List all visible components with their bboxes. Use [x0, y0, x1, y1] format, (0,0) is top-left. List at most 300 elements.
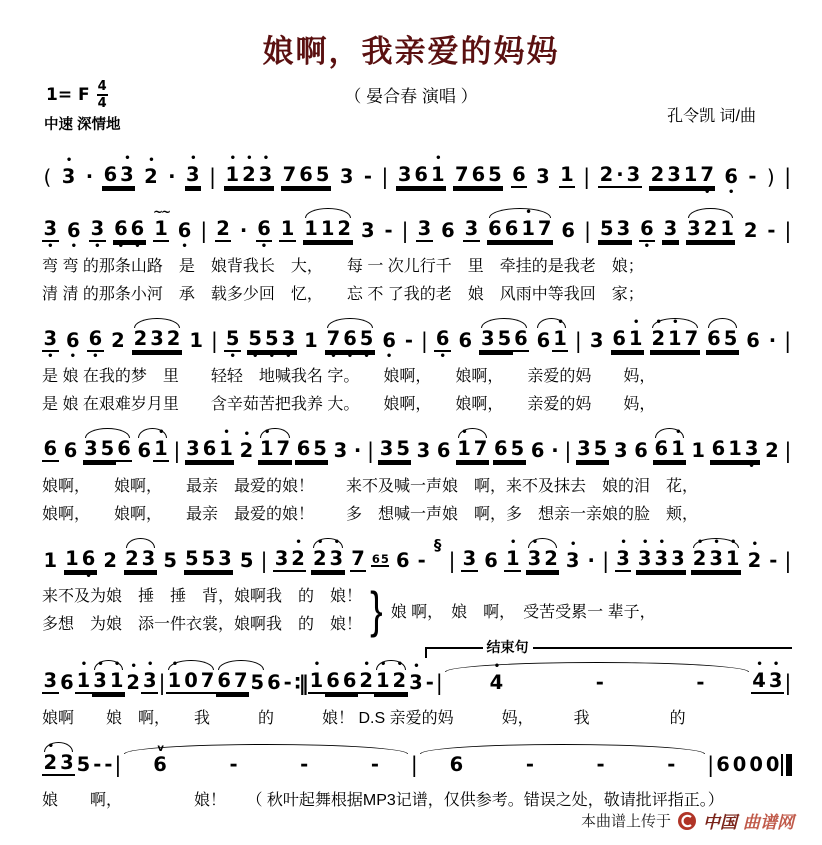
ending-bracket-line	[533, 647, 793, 658]
note-token	[453, 153, 470, 198]
barline: |	[602, 549, 610, 573]
slur-note-group	[526, 537, 559, 582]
note-char: 2	[312, 547, 327, 570]
note-char: 6	[382, 329, 396, 352]
note-group	[188, 319, 205, 362]
note-token	[784, 661, 792, 704]
note-token	[748, 743, 765, 786]
segno-mark	[432, 536, 443, 582]
lyrics-shared-line: 娘 啊， 娘 啊， 受苦受累一 辈子，	[390, 603, 656, 621]
note-token	[75, 743, 92, 786]
octave-dot-above: •	[633, 317, 639, 328]
note-char: 3	[84, 437, 98, 460]
note-token	[410, 743, 418, 786]
octave-dot-below: •	[47, 241, 54, 252]
note-char: 5	[380, 552, 389, 566]
note-char: 1	[728, 437, 742, 460]
note-group	[633, 429, 650, 472]
brand-name-rest: 曲谱网	[743, 813, 794, 832]
note-token	[263, 317, 280, 362]
note-char: -	[404, 329, 413, 352]
barline: |	[210, 329, 218, 353]
note-char: -	[363, 165, 372, 188]
note-group	[504, 537, 521, 582]
lyrics-brace-block	[42, 582, 792, 638]
note-token	[595, 743, 606, 786]
note-group	[113, 207, 146, 252]
note-char: 6	[414, 163, 428, 186]
note-char: 2	[133, 327, 148, 350]
note-char: 6	[326, 669, 340, 692]
note-char: 1	[505, 547, 520, 570]
note-group	[764, 429, 781, 472]
note-char: 3	[379, 437, 394, 460]
note-group	[295, 427, 328, 472]
lyrics-line: 来不及为娘 捶 捶 背，娘啊我 的 娘！	[42, 588, 363, 605]
note-token	[108, 659, 125, 704]
note-group	[371, 542, 389, 577]
lyrics-line: 娘啊， 娘啊， 最亲 最爱的娘！ 来不及喊一声娘 啊，来不及抹去 娘的泪 花，	[42, 478, 699, 495]
note-token	[381, 155, 389, 198]
note-char: 3	[417, 217, 432, 240]
note-token	[341, 659, 358, 704]
note-char: 5	[163, 549, 177, 572]
note-token	[184, 537, 201, 582]
note-group	[748, 743, 765, 786]
note-token	[298, 153, 315, 198]
note-char: 5	[313, 437, 327, 460]
note-token	[275, 427, 292, 472]
note-token	[513, 317, 530, 362]
note-token	[650, 317, 667, 362]
note-char: 3	[565, 549, 580, 572]
note-token	[493, 427, 510, 472]
slur-note-group	[686, 207, 736, 252]
note-token	[200, 209, 208, 252]
note-token	[199, 659, 216, 704]
note-group	[493, 427, 526, 472]
note-char: 6	[746, 329, 760, 352]
octave-dot-below: •	[727, 187, 735, 198]
lyrics-pair	[42, 582, 362, 638]
note-token	[62, 429, 79, 472]
octave-dot-above: •	[435, 153, 441, 164]
note-token	[66, 209, 83, 252]
note-char: 1	[309, 669, 324, 692]
note-token	[576, 427, 593, 472]
octave-dot-above: •	[363, 659, 369, 670]
note-token	[366, 429, 374, 472]
note-token	[325, 659, 342, 704]
octave-dot-above: •	[171, 659, 178, 670]
note-char: 6	[43, 437, 58, 460]
note-token	[781, 743, 792, 786]
octave-dot-above: •	[313, 659, 320, 670]
note-token	[391, 659, 408, 704]
note-token	[503, 207, 520, 252]
note-token	[457, 319, 474, 362]
note-char: 6	[177, 219, 192, 242]
note-token	[670, 427, 687, 472]
note-char: 2	[743, 219, 758, 242]
music-system-7	[42, 741, 792, 814]
barline: |	[784, 671, 792, 695]
note-char: 3	[667, 163, 681, 186]
note-token	[470, 153, 487, 198]
note-group	[352, 429, 362, 472]
octave-dot-above: •	[756, 659, 762, 670]
note-token	[42, 659, 59, 704]
barline-group	[260, 539, 268, 582]
note-char: 6	[267, 671, 281, 694]
octave-dot-above: •	[80, 659, 87, 670]
note-token	[456, 427, 473, 472]
note-token	[594, 661, 605, 704]
note-token	[746, 539, 763, 582]
note-char: 2	[703, 217, 718, 240]
barline-group	[784, 661, 792, 704]
note-group	[560, 209, 577, 252]
note-token	[350, 537, 367, 582]
octave-dot-above: •	[147, 659, 153, 670]
note-group	[564, 539, 581, 582]
note-token	[583, 209, 591, 252]
note-char: 3	[589, 329, 604, 352]
note-token	[232, 659, 249, 704]
barline-group	[784, 429, 792, 472]
octave-dot-above: •	[493, 661, 500, 672]
note-token	[215, 207, 232, 252]
watermark	[581, 808, 794, 833]
note-group	[639, 207, 656, 252]
octave-dot-above: •	[97, 659, 103, 670]
note-group	[359, 209, 376, 252]
note-group	[745, 319, 762, 362]
note-char: 6	[257, 217, 271, 240]
note-group	[65, 319, 82, 362]
barline-group	[209, 155, 217, 198]
note-char: 6	[536, 329, 551, 352]
note-token	[273, 537, 290, 582]
note-token	[536, 207, 553, 252]
note-char: 2	[359, 669, 373, 692]
note-token	[42, 317, 59, 362]
note-group	[550, 429, 560, 472]
note-token	[328, 537, 345, 582]
note-token	[311, 537, 328, 582]
note-group	[453, 153, 503, 198]
note-group	[247, 317, 297, 362]
note-char: 1	[560, 163, 574, 186]
octave-dot-above: •	[510, 537, 516, 548]
note-token	[768, 539, 779, 582]
note-group	[461, 537, 478, 582]
note-token	[483, 539, 500, 582]
barline-group	[410, 743, 418, 786]
note-token	[87, 317, 104, 362]
note-group	[42, 427, 59, 472]
note-char: 3	[258, 163, 273, 186]
note-char: 6	[395, 549, 410, 572]
note-group	[710, 427, 760, 472]
note-char: -	[370, 753, 379, 776]
note-char: 6	[60, 671, 74, 694]
music-system-2	[42, 207, 792, 308]
note-token	[99, 427, 116, 472]
octave-dot-above: •	[696, 537, 703, 548]
note-group	[332, 429, 349, 472]
note-char: 6	[654, 437, 669, 460]
note-group	[415, 429, 432, 472]
note-char: ·	[587, 549, 595, 572]
note-token	[102, 539, 119, 582]
song-title: 娘啊，我亲爱的妈妈	[262, 34, 560, 70]
note-char: -	[525, 753, 534, 776]
note-group	[396, 153, 446, 198]
slur-note-group	[535, 317, 568, 362]
note-token	[722, 317, 739, 362]
barline-group	[784, 319, 792, 362]
note-char: 6	[67, 219, 81, 242]
note-char: 3	[186, 163, 200, 186]
note-char: 2	[242, 163, 256, 186]
note-char: 3	[150, 327, 164, 350]
note-char: 5	[599, 217, 614, 240]
note-char: -	[596, 753, 605, 776]
note-token	[42, 207, 59, 252]
barline-group	[420, 319, 428, 362]
final-barline-group	[781, 743, 792, 786]
note-group	[42, 659, 59, 704]
note-char: 3	[671, 547, 685, 570]
note-char: 1	[691, 439, 705, 462]
barline-group	[366, 429, 374, 472]
note-group	[60, 155, 77, 198]
note-token	[92, 743, 103, 786]
octave-dot-above: v	[157, 743, 163, 754]
octave-dot-below: •	[251, 351, 259, 362]
note-char: 6	[441, 219, 455, 242]
barline-group	[210, 319, 218, 362]
note-char: 1	[668, 327, 682, 350]
note-char: 1	[259, 437, 274, 460]
note-token	[686, 207, 703, 252]
note-char: -	[425, 671, 434, 694]
slur-note-group	[479, 317, 529, 362]
note-token	[103, 743, 114, 786]
note-char: 3	[480, 327, 495, 350]
note-char: 3	[360, 219, 375, 242]
octave-dot-above: •	[65, 155, 72, 166]
note-group	[747, 155, 758, 198]
note-token	[767, 659, 784, 704]
lyrics-line: 是 娘 在我的梦 里 轻轻 地喊我名 字。 娘啊， 娘啊， 亲爱的妈 妈，	[42, 368, 656, 385]
note-char: 3	[687, 217, 701, 240]
note-token	[662, 207, 679, 252]
note-char: 7	[200, 669, 215, 692]
note-token	[666, 153, 683, 198]
octave-dot-above: •	[229, 153, 235, 164]
note-char: 6	[449, 753, 464, 776]
note-token	[710, 427, 727, 472]
note-char: 3	[613, 439, 628, 462]
note-token	[119, 153, 136, 198]
note-char: 2	[43, 751, 58, 774]
barline-group	[602, 539, 610, 582]
note-char: 5	[315, 163, 330, 186]
note-char: -	[748, 165, 757, 188]
note-token	[699, 153, 716, 198]
octave-dot-below: •	[330, 351, 337, 362]
note-char: -	[93, 753, 102, 776]
note-char: 6	[66, 329, 80, 352]
note-token	[653, 537, 670, 582]
note-char: 1	[430, 163, 445, 186]
note-token	[281, 153, 298, 198]
slur-note-group	[92, 659, 125, 704]
note-token	[723, 155, 740, 198]
note-char: 3	[186, 437, 200, 460]
note-char: 6	[299, 163, 313, 186]
note-char: 5	[396, 437, 410, 460]
note-token	[64, 537, 81, 582]
note-token	[314, 153, 331, 198]
slur-note-group	[443, 661, 750, 704]
note-token	[241, 153, 258, 198]
octave-dot-above: •	[531, 537, 538, 548]
watermark-prefix: 本曲谱上传于	[580, 813, 671, 830]
note-token	[434, 317, 451, 362]
note-char: 1	[76, 669, 91, 692]
note-group	[185, 427, 235, 472]
note-group	[408, 661, 425, 704]
note-token	[65, 319, 82, 362]
key-signature	[46, 80, 108, 110]
note-token	[210, 319, 218, 362]
slur-note-group	[42, 741, 75, 786]
barline: |	[784, 219, 792, 243]
note-char: 3	[577, 437, 591, 460]
note-token	[429, 153, 446, 198]
note-char: 6	[343, 327, 357, 350]
barline: |	[784, 165, 792, 189]
octave-dot-above: •	[620, 537, 626, 548]
note-group	[103, 743, 114, 786]
note-char: 1	[720, 217, 734, 240]
note-group	[102, 539, 119, 582]
lyrics-line: 清 清 的那条小河 承 载多少回 忆， 忘 不 了我的老 娘 风雨中等我回 家；	[42, 286, 644, 303]
note-char: ·	[239, 219, 248, 242]
note-token	[238, 429, 255, 472]
music-line	[42, 659, 792, 704]
barline: |	[574, 329, 582, 353]
note-token	[691, 537, 708, 582]
note-token	[338, 155, 355, 198]
note-group	[440, 209, 457, 252]
octave-dot-above: •	[569, 539, 576, 550]
note-char: 7	[282, 163, 297, 186]
barline: |	[420, 329, 428, 353]
note-token	[666, 743, 677, 786]
note-token	[706, 317, 723, 362]
note-token	[158, 661, 166, 704]
note-token	[432, 536, 443, 582]
note-group	[576, 427, 609, 472]
barline-group	[173, 429, 181, 472]
note-token	[496, 317, 513, 362]
note-group	[62, 429, 79, 472]
note-token	[136, 429, 153, 472]
note-char: 0	[184, 669, 198, 692]
note-token	[162, 539, 179, 582]
note-char: 2	[239, 439, 254, 462]
octave-dot-above: •	[461, 427, 467, 438]
note-group	[424, 661, 435, 704]
note-token	[83, 427, 100, 472]
note-group	[723, 155, 740, 198]
note-char: 3	[768, 669, 783, 692]
note-char: 5	[225, 327, 240, 350]
octave-dot-above: •	[751, 539, 758, 550]
note-char: 2	[765, 439, 779, 462]
note-token	[559, 153, 576, 198]
music-line	[42, 153, 792, 198]
note-token	[615, 153, 625, 198]
note-char: 3	[536, 165, 550, 188]
octave-dot-above: •	[124, 153, 130, 164]
note-char: 3	[409, 671, 423, 694]
note-group	[381, 319, 398, 362]
note-token	[342, 317, 359, 362]
slur-note-group	[650, 317, 700, 362]
note-char: 2	[166, 327, 181, 350]
note-char: 3	[43, 669, 58, 692]
barline: |	[448, 549, 456, 573]
note-token	[487, 153, 504, 198]
note-char: 6	[63, 439, 78, 462]
note-token	[394, 539, 411, 582]
barline: |	[366, 439, 375, 463]
note-char: 6	[114, 217, 128, 240]
barline-group	[158, 661, 166, 704]
note-group	[559, 153, 576, 198]
octave-dot-above: •	[246, 153, 252, 164]
note-group	[649, 153, 715, 198]
note-token	[784, 539, 792, 582]
note-token	[308, 659, 325, 704]
note-char: 3	[709, 547, 723, 570]
octave-dot-below: •	[92, 351, 99, 362]
note-token	[526, 537, 543, 582]
note-group	[256, 207, 273, 252]
note-char: 3	[654, 547, 669, 570]
barline-group	[381, 155, 389, 198]
note-token	[715, 743, 732, 786]
note-char: 6	[512, 163, 526, 186]
note-token	[583, 155, 591, 198]
note-char: -	[104, 753, 113, 776]
note-group	[463, 207, 480, 252]
barline-group	[114, 743, 122, 786]
note-token	[403, 319, 414, 362]
barline: |	[173, 439, 181, 463]
note-token	[266, 661, 283, 704]
note-token	[153, 207, 170, 252]
note-char: 6	[612, 327, 626, 350]
note-token	[383, 209, 394, 252]
note-char: 3	[663, 217, 678, 240]
note-char: 6	[88, 327, 103, 350]
